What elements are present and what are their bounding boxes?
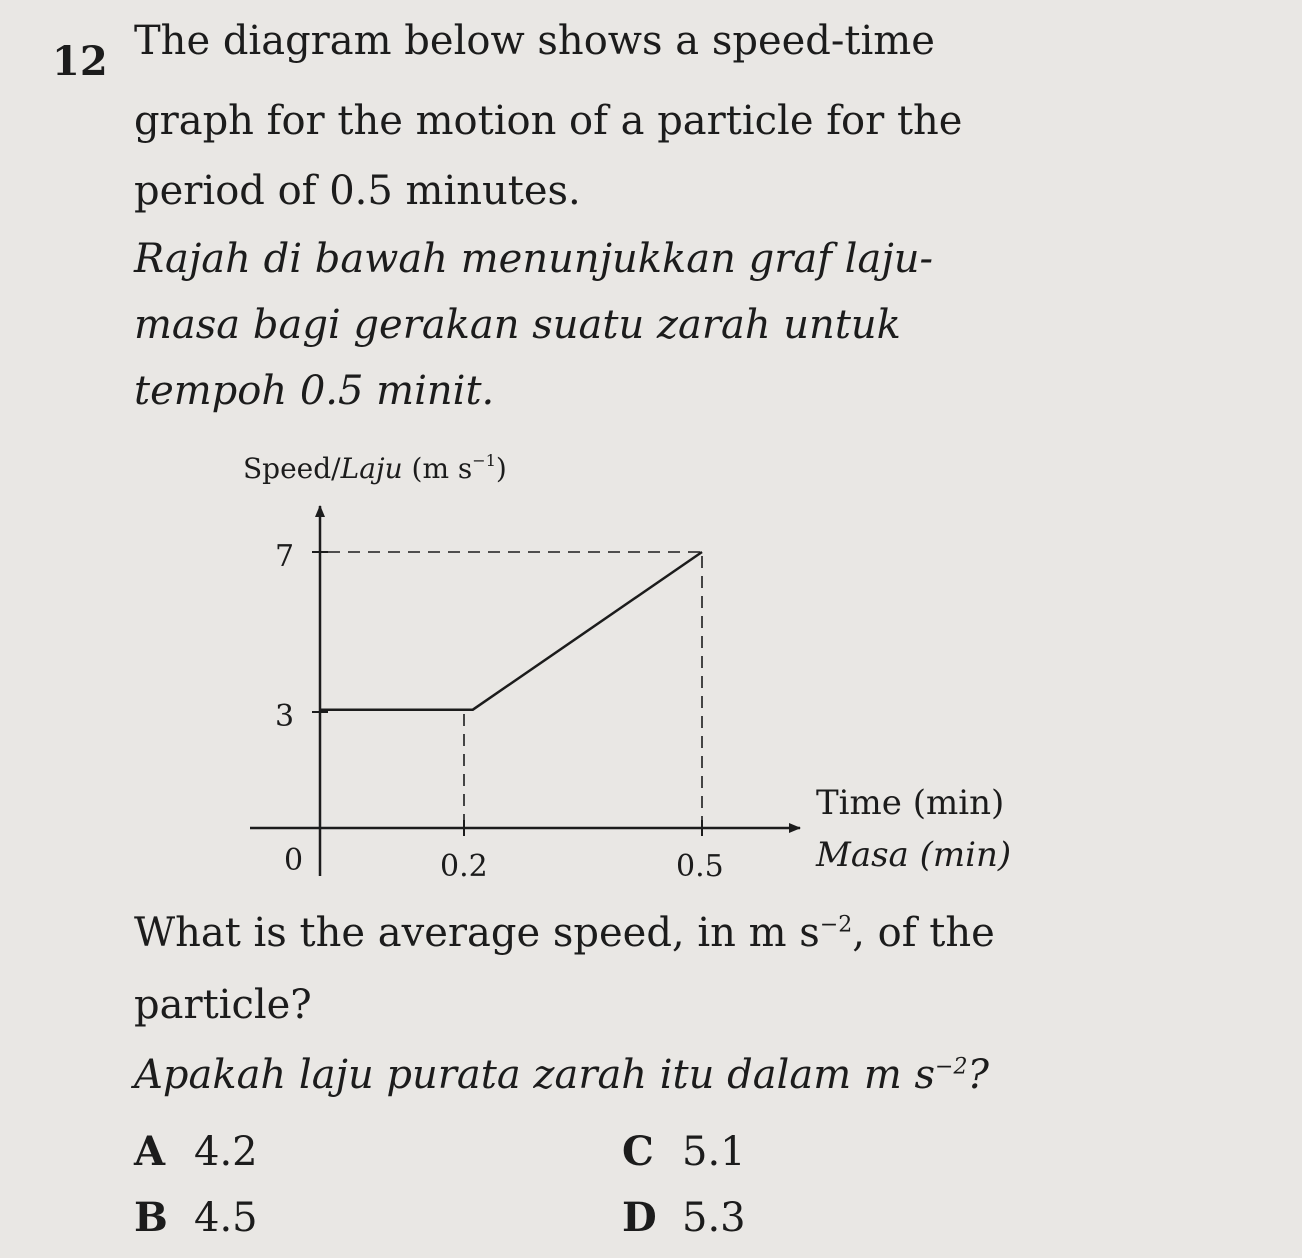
y-tick-label-3: 3: [275, 699, 295, 734]
option-d[interactable]: D 5.3: [622, 1194, 746, 1241]
question-number: 12: [52, 38, 108, 85]
x-tick-label-0.5: 0.5: [676, 849, 724, 884]
x-axis-label-en: Time (min): [816, 783, 1005, 823]
speed-series-line: [320, 552, 702, 710]
origin-label: 0: [284, 843, 304, 878]
option-b[interactable]: B 4.5: [134, 1194, 258, 1241]
y-axis-label: Speed/Laju (m $s^{-1}$): [243, 451, 507, 485]
stem-en-line-1: The diagram below shows a speed-time: [134, 18, 935, 64]
stem-ms-line-2: masa bagi gerakan suatu zarah untuk: [134, 302, 901, 348]
ask-ms-line: Apakah laju purata zarah itu dalam m $s^{-2}$?: [134, 1052, 989, 1098]
x-axis-label-ms: Masa (min): [816, 835, 1012, 875]
ask-en-line-1: What is the average speed, in m $s^{-2}$, of the: [134, 910, 995, 956]
x-tick-label-0.2: 0.2: [440, 849, 488, 884]
option-c[interactable]: C 5.1: [622, 1128, 746, 1175]
stem-ms-line-1: Rajah di bawah menunjukkan graf laju-: [134, 236, 934, 282]
stem-en-line-3: period of 0.5 minutes.: [134, 168, 581, 214]
y-tick-label-7: 7: [275, 539, 295, 574]
option-a[interactable]: A 4.2: [134, 1128, 258, 1175]
ask-en-line-2: particle?: [134, 982, 312, 1028]
stem-ms-line-3: tempoh 0.5 minit.: [134, 368, 495, 414]
stem-en-line-2: graph for the motion of a particle for the: [134, 98, 963, 144]
